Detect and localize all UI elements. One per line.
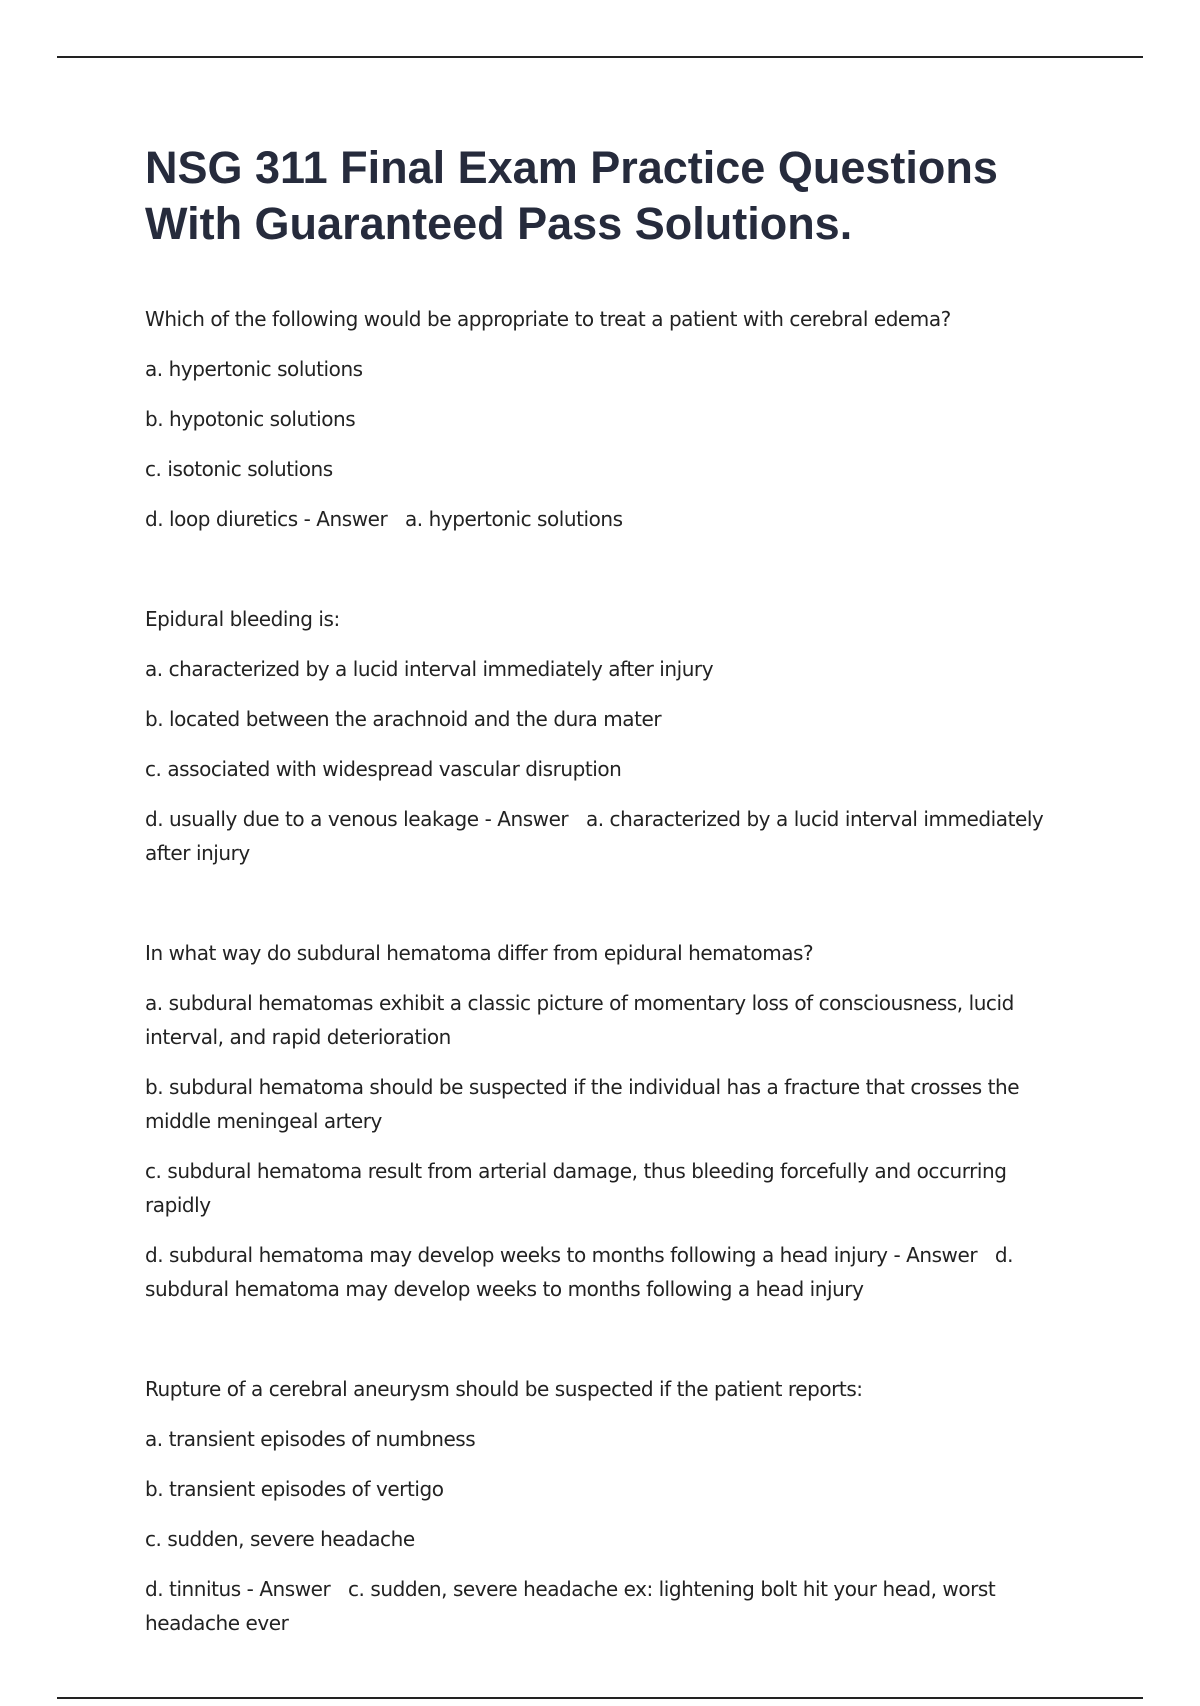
- question-text: Which of the following would be appropriate to treat a patient with cerebral edema?: [145, 307, 951, 331]
- option-d-with-answer: [145, 1572, 1075, 1640]
- option-d: d. usually due to a venous leakage: [145, 807, 479, 831]
- document-body: [145, 140, 1075, 1706]
- answer-label: - Answer: [893, 1243, 978, 1267]
- bottom-divider: [57, 1697, 1143, 1699]
- option-a: a. subdural hematomas exhibit a classic picture of momentary loss of consciousness, lucid interval, and rapid deterioration: [145, 991, 1014, 1049]
- question-block: [145, 1372, 1075, 1640]
- answer-label: - Answer: [246, 1577, 331, 1601]
- document-title: NSG 311 Final Exam Practice Questions With Guaranteed Pass Solutions.: [145, 142, 998, 249]
- question-text: Epidural bleeding is:: [145, 607, 340, 631]
- answer-text: c. sudden, severe headache ex: lightening bolt hit your head, worst headache ever: [145, 1577, 996, 1635]
- option-a: a. transient episodes of numbness: [145, 1427, 476, 1451]
- option-b: b. hypotonic solutions: [145, 407, 356, 431]
- option-c: c. subdural hematoma result from arterial damage, thus bleeding forcefully and occurring rapidly: [145, 1159, 1007, 1217]
- answer-text: d. subdural hematoma may develop weeks to months following a head injury: [145, 1243, 1013, 1301]
- option-d-with-answer: [145, 502, 1075, 536]
- answer-label: - Answer: [303, 507, 388, 531]
- option-b: b. located between the arachnoid and the dura mater: [145, 707, 662, 731]
- answer-text: a. characterized by a lucid interval immediately after injury: [145, 807, 1044, 865]
- option-d: d. loop diuretics: [145, 507, 298, 531]
- option-a: a. characterized by a lucid interval immediately after injury: [145, 657, 714, 681]
- question-block: [145, 602, 1075, 870]
- question-text: In what way do subdural hematoma differ from epidural hematomas?: [145, 941, 814, 965]
- option-b: b. transient episodes of vertigo: [145, 1477, 444, 1501]
- question-text: Rupture of a cerebral aneurysm should be suspected if the patient reports:: [145, 1377, 863, 1401]
- top-divider: [57, 56, 1143, 58]
- option-b: b. subdural hematoma should be suspected if the individual has a fracture that crosses the middle meningeal artery: [145, 1075, 1020, 1133]
- answer-label: - Answer: [484, 807, 569, 831]
- option-c: c. isotonic solutions: [145, 457, 333, 481]
- option-c: c. sudden, severe headache: [145, 1527, 415, 1551]
- option-c: c. associated with widespread vascular disruption: [145, 757, 622, 781]
- option-d: d. subdural hematoma may develop weeks to months following a head injury: [145, 1243, 888, 1267]
- option-d-with-answer: [145, 1238, 1075, 1306]
- option-d: d. tinnitus: [145, 1577, 241, 1601]
- answer-text: a. hypertonic solutions: [404, 507, 623, 531]
- option-a: a. hypertonic solutions: [145, 357, 363, 381]
- question-block: [145, 302, 1075, 536]
- question-block: [145, 936, 1075, 1306]
- option-d-with-answer: [145, 802, 1075, 870]
